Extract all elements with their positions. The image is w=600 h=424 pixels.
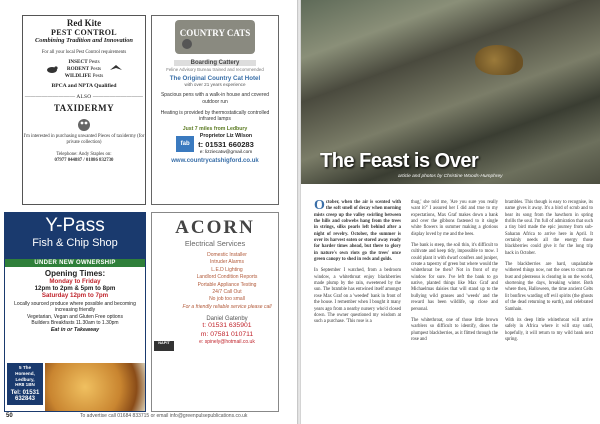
red-kite-telephone-label: Telephone: Andy Staples on:: [56, 152, 112, 157]
red-kite-tagline: Combining Tradition and Innovation: [35, 37, 133, 44]
new-ownership-banner: UNDER NEW OWNERSHIP: [5, 259, 145, 267]
years-experience: with over 21 years experience: [184, 82, 246, 87]
bpca-qualified: BPCA and NPTA Qualified: [51, 83, 117, 89]
red-kite-intro: For all your local Pest Control requirements: [41, 50, 127, 55]
ypass-header: [5, 213, 145, 259]
acorn-advert: [151, 212, 279, 412]
also-divider: ————————— ALSO —————————: [24, 94, 144, 100]
napit-logo: NAPIT: [154, 341, 174, 351]
ypass-name: Y-Pass: [45, 215, 105, 236]
paragraph: With its deep little whitethroat will arrive safely in Africa where it will stay until, hopefully, it will return to my wild bank next spring.: [505, 317, 593, 342]
owl-icon: [74, 116, 94, 132]
paragraph: The bank is steep, the soil thin, it's difficult to cultivate and keep tidy, impossible to mow. I could plant it with dwarf conifers and juniper, create a tapestry of green but where would the whitethroat be then? Not in front of my window for sure. I've left the bank to go native, planted things like Max Graf and Michaelmas daisies that will stand up to the bullying wild grasses and 'weeds' and the reward has been wildlife, up close and personal.: [411, 243, 498, 312]
ypass-tel-number[interactable]: 632843: [14, 395, 36, 402]
opening-times-heading: Opening Times:: [44, 269, 106, 278]
ypass-dietary: Vegetarian, Vegan and Gluten Free options: [27, 313, 123, 320]
taxidermy-text: I'm interested in purchasing unwanted Pieces of taxidermy (for private collection): [23, 134, 145, 145]
paragraph: The blackberries are hard, unpalatable withered things now, not the ones to cram me bust and plenteous is clearing in on the world, shortening the days, breaking winter. Both where then, Halloween, the time ancient Celts lit bonfires warding off evil spirits (the ghosts of the dead returning to earth), and celebrated Samhain.: [505, 262, 593, 312]
red-kite-subtitle: PEST CONTROL: [51, 28, 117, 37]
ypass-sourcing: Locally sourced produce where possible and becoming increasing friendly: [14, 301, 136, 314]
proprietor: Proprietor Liz Wilson: [199, 133, 253, 140]
paragraph: thug,' she told me, 'Are you sure you really want it?' I assured her I did and true to my expectations, Max Graf makes down a bank and over the gibbons fastened to it single white flowers in summer making a glorious display loved by me and the bees.: [411, 200, 498, 237]
boarding-cattery: Boarding Cattery: [174, 60, 256, 66]
cattery-phone[interactable]: t: 01531 660283: [198, 140, 254, 150]
article-title: The Feast is Over: [320, 150, 479, 172]
spacious-pens: Spacious pens with a walk-in house and covered outdoor run: [160, 92, 270, 105]
red-kite-title: Red Kite: [66, 18, 102, 28]
advertise-footer: To advertise call 01684 833715 or email info@greenpulsepublications.co.uk: [80, 413, 248, 419]
paragraph: ctober, when the air is scented with the soft smell of decay when morning mists creep up the valley swirling between the hills and cobwebs hang from the trees in strings, silks pearls left behind after a night of revelry. October, the summer is over its harvest eaten or stored away ready for harder times ahead, but there to glory in nature's own riots go the trees' once green canopy to shed in reds and golds.: [314, 200, 401, 263]
weekday-label: Monday to Friday: [49, 278, 101, 285]
cat-hotel-name: The Original Country Cat Hotel: [169, 75, 261, 82]
drop-cap: O: [314, 198, 325, 213]
ypass-eat-in: Eat in or Takeaway: [50, 326, 100, 333]
acorn-email[interactable]: e: spinely@hotmail.co.uk: [199, 339, 255, 346]
service-wildlife: WILDLIFE Pests: [64, 73, 104, 79]
acorn-services: Domestic Installer Intruder Alarms L.E.D Lighting Landlord Condition Reports Portable Appliance Testing 24/7 Call Out No job too small For a friendly reliable service please call: [182, 252, 272, 310]
red-kite-services: [23, 57, 145, 80]
whitethroat-bird: [475, 45, 523, 75]
acorn-phone[interactable]: t: 01531 635901: [202, 322, 252, 330]
fab-logo: fab: [176, 136, 194, 152]
saturday-hours: Saturday 12pm to 7pm: [41, 292, 109, 299]
cattery-website[interactable]: www.countrycatshigford.co.uk: [171, 158, 259, 165]
acorn-mobile[interactable]: m: 07581 010711: [200, 330, 254, 338]
service-insect: INSECT Pests: [68, 59, 100, 65]
red-kite-service-list: [65, 59, 104, 80]
cattery-email[interactable]: e: lizziecatw@gmail.com: [199, 150, 253, 156]
country-cats-advert: [151, 15, 279, 205]
red-kite-telephone-numbers: 07977 044887 / 01886 832730: [54, 158, 114, 163]
rat-icon: [45, 62, 59, 76]
fish-and-chips-photo: [45, 363, 145, 411]
paragraph: In September I watched, from a bedroom window, a whitethroat enjoy blackberries made plump by the rain, sweetened by the sun. The bramble has entwined itself amongst rose Max Graf on a 'weeded' bank in front of the house. I remember when I bought it many years ago from a nearby nursery who'd closed down. The owner questioned my wisdom at such a purchase. 'This rose is a: [314, 268, 401, 325]
article-column-1: [314, 200, 401, 331]
ypass-breakfast: Builders Breakfasts 11.30am to 1.30pm: [31, 320, 119, 327]
ypass-subtitle: Fish & Chip Shop: [32, 237, 118, 249]
weekday-hours: 12pm to 2pm & 5pm to 8pm: [34, 285, 116, 292]
ypass-tel-label: Tel: 01531: [10, 390, 40, 397]
country-cats-logo: [175, 20, 255, 54]
paragraph: The whitethroat, one of those little brown warblers so difficult to identify, dines the plumpest blackberries, as it flitted through the rose and: [411, 317, 498, 342]
acorn-subtitle: Electrical Services: [184, 239, 246, 248]
red-kite-advert: [22, 15, 146, 205]
svg-text:COUNTRY CATS: COUNTRY CATS: [179, 28, 251, 38]
acorn-name: ACORN: [175, 217, 255, 238]
fab-recommended: Feline Advisory Bureau trained and recommended: [166, 67, 264, 72]
ypass-advert: [4, 212, 146, 412]
distance-ledbury: Just 7 miles from Ledbury: [182, 126, 248, 133]
article-column-3: [505, 200, 593, 348]
ypass-address: 5 The Homend, Ledbury, HR8 1BN Tel: 01531 632843: [7, 363, 43, 405]
acorn-contact-name: Daniel Gatenby: [206, 316, 248, 323]
taxidermy-heading: TAXIDERMY: [53, 103, 115, 113]
service-rodent: RODENT Pests: [66, 66, 102, 72]
heating-info: Heating is provided by thermostatically controlled infrared lamps: [160, 109, 270, 123]
article-column-2: [411, 200, 498, 348]
page-number: 50: [6, 413, 13, 419]
article-byline: article and photos by Christine Woods-Humphrey: [398, 174, 503, 179]
paragraph: brambles. This though is easy to recognise, its name gives it away. It's a bird of scrub and to hear its song from the hawthorn in spring thrills the soul. I'm full of admiration that such a tiny bird made the epic journey from sub-Saharan Africa to arrive here in April. It certainly needs all the energy those blackberries could give it for the long trip back in October.: [505, 200, 593, 256]
bird-icon: [109, 62, 123, 76]
